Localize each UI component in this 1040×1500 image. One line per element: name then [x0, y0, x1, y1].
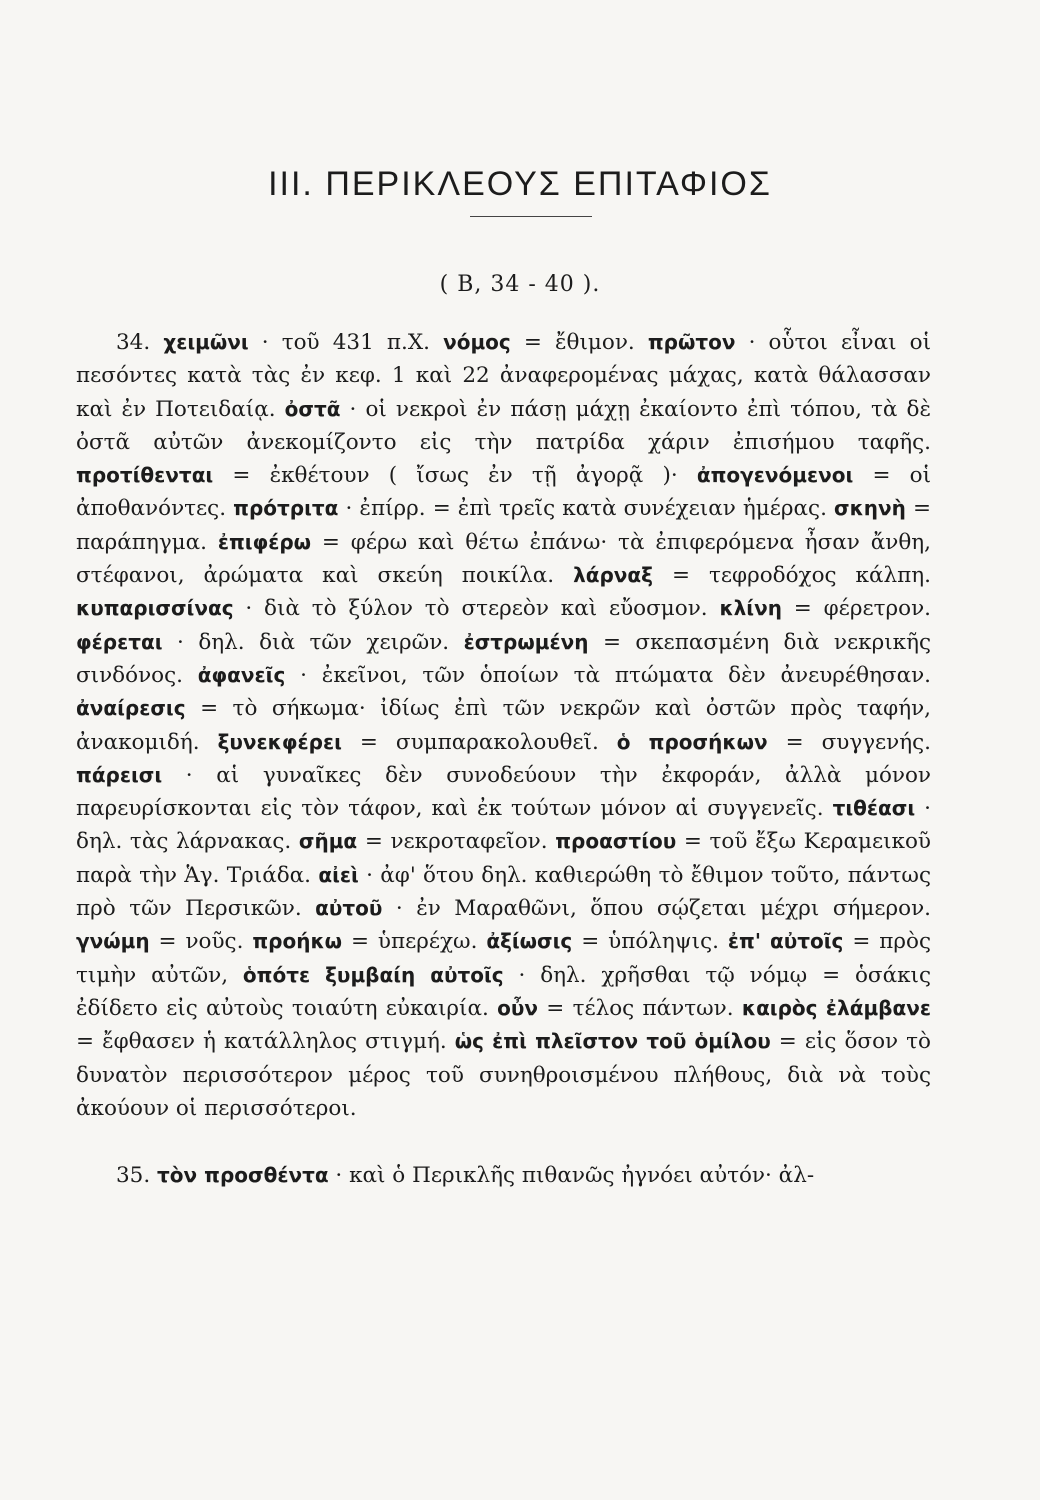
gloss-text: = τεφροδόχος κάλπη.	[652, 563, 931, 589]
gloss-text: = συμπαρακολουθεῖ.	[341, 729, 617, 755]
lemma-term: ὀστᾶ	[284, 396, 341, 421]
lemma-term: αὐτοῦ	[315, 896, 383, 921]
lemma-term: κυπαρισσίνας	[76, 596, 234, 621]
gloss-text: · ἐκεῖνοι, τῶν ὁποίων τὰ πτώματα δὲν ἀνευρέθησαν.	[285, 662, 931, 688]
lemma-term: ἀπογενόμενοι	[696, 463, 854, 488]
lemma-term: ὁπότε ξυμβαίη αὐτοῖς	[242, 962, 504, 987]
gloss-text: · ἐν Μαραθῶνι, ὅπου σῴζεται μέχρι σήμερον.	[382, 896, 931, 922]
commentary-paragraph	[76, 326, 931, 1125]
gloss-text: = ὑπερέχω.	[342, 929, 487, 955]
gloss-text: = εἰς ὅσον τὸ δυνατὸν περισσότερον μέρος τοῦ συνηθροισμένου πλήθους, διὰ νὰ τοὺς ἀκούουν οἱ περισσότεροι.	[76, 1029, 931, 1121]
lemma-term: σῆμα	[298, 829, 358, 854]
lemma-term: τὸν προσθέντα	[157, 1163, 329, 1188]
lemma-term: γνώμη	[76, 929, 150, 954]
lemma-term: φέρεται	[76, 629, 163, 654]
lemma-term: ἀφανεῖς	[197, 662, 286, 687]
gloss-text: · τοῦ 431 π.Χ.	[248, 330, 444, 355]
gloss-text: · καὶ ὁ Περικλῆς πιθανῶς ἠγνόει αὐτόν· ἀλ-	[328, 1163, 815, 1189]
lemma-term: ἐστρωμένη	[463, 629, 589, 654]
lemma-term: ἐπιφέρω	[217, 529, 312, 554]
gloss-text: = ἔθιμον.	[510, 330, 648, 355]
lemma-term: σκηνὴ	[834, 496, 906, 521]
lemma-term: νόμος	[443, 330, 511, 354]
gloss-text: = ἐκθέτουν ( ἴσως ἐν τῇ ἀγορᾷ )·	[213, 463, 697, 489]
gloss-text: = νεκροταφεῖον.	[357, 829, 556, 855]
gloss-text: · διὰ τὸ ξύλον τὸ στερεὸν καὶ εὔοσμον.	[233, 596, 720, 622]
commentary-body	[76, 326, 931, 1192]
lemma-term: λάρναξ	[573, 563, 653, 588]
lemma-term: ὁ προσήκων	[616, 729, 768, 754]
gloss-text: = συγγενής.	[767, 729, 932, 755]
gloss-text: · δηλ. τὰς λάρνακας.	[76, 796, 931, 855]
gloss-text: = παράπηγμα.	[76, 496, 931, 555]
lemma-term: κλίνη	[719, 596, 782, 621]
lemma-term: πρῶτον	[647, 330, 736, 354]
gloss-text: · δηλ. χρῆσθαι τῷ νόμῳ = ὁσάκις ἐδίδετο εἰς αὐτοὺς τοιαύτη εὐκαιρία.	[76, 962, 931, 1021]
chapter-title: III. ΠΕΡΙΚΛΕΟΥΣ ΕΠΙΤΑΦΙΟΣ	[268, 164, 772, 203]
gloss-text: = οἱ ἀποθανόντες.	[76, 463, 932, 522]
gloss-text: = ἔφθασεν ἡ κατάλληλος στιγμή.	[76, 1029, 455, 1055]
lemma-term: προαστίου	[555, 829, 677, 854]
gloss-text: · δηλ. διὰ τῶν χειρῶν.	[162, 629, 464, 655]
lemma-term: ξυνεκφέρει	[217, 729, 342, 754]
commentary-paragraph	[76, 1159, 931, 1192]
section-subtitle: ( Β, 34 - 40 ).	[439, 272, 601, 297]
lemma-term: ἀναίρεσις	[76, 696, 186, 721]
gloss-text: = νοῦς.	[149, 929, 253, 955]
gloss-text: · οὗτοι εἶναι οἱ πεσόντες κατὰ τὰς ἐν κεφ. 1 καὶ 22 ἀναφερομένας μάχας, κατὰ θάλασσαν καὶ ἐν Ποτειδαίᾳ.	[76, 330, 932, 422]
lemma-term: χειμῶνι	[163, 330, 249, 354]
title-divider	[470, 216, 592, 217]
gloss-text: 35.	[116, 1163, 158, 1189]
gloss-text: = τέλος πάντων.	[537, 995, 742, 1021]
gloss-text: = σκεπασμένη διὰ νεκρικῆς σινδόνος.	[76, 629, 931, 688]
lemma-term: αἰεὶ	[318, 862, 359, 887]
lemma-term: τιθέασι	[832, 796, 916, 821]
gloss-text: = πρὸς τιμὴν αὐτῶν,	[76, 929, 932, 988]
lemma-term: πρότριτα	[233, 496, 339, 521]
gloss-text: = φέρετρον.	[781, 596, 931, 622]
gloss-text: = τοῦ ἔξω Κεραμεικοῦ παρὰ τὴν Ἁγ. Τριάδα.	[76, 829, 931, 888]
gloss-text: = φέρω καὶ θέτω ἐπάνω· τὰ ἐπιφερόμενα ἦσαν ἄνθη, στέφανοι, ἀρώματα καὶ σκεύη ποικίλα.	[76, 529, 931, 589]
lemma-term: οὖν	[497, 995, 538, 1020]
gloss-text: · αἱ γυναῖκες δὲν συνοδεύουν τὴν ἐκφοράν, ἀλλὰ μόνον παρευρίσκονται εἰς τὸν τάφον, καὶ ἐκ τούτων μόνον αἱ συγγενεῖς.	[76, 762, 931, 822]
lemma-term: πάρεισι	[76, 762, 163, 787]
gloss-text: 34.	[116, 330, 164, 355]
gloss-text: = τὸ σήκωμα· ἰδίως ἐπὶ τῶν νεκρῶν καὶ ὀστῶν πρὸς ταφήν, ἀνακομιδή.	[76, 696, 931, 755]
gloss-text: · οἱ νεκροὶ ἐν πάσῃ μάχῃ ἐκαίοντο ἐπὶ τόπου, τὰ δὲ ὀστᾶ αὐτῶν ἀνεκομίζοντο εἰς τὴν πατρίδα χάριν ἐπισήμου ταφῆς.	[76, 396, 931, 455]
lemma-term: καιρὸς ἐλάμβανε	[741, 995, 931, 1020]
lemma-term: ἐπ' αὐτοῖς	[727, 929, 844, 954]
lemma-term: προήκω	[252, 929, 343, 954]
lemma-term: προτίθενται	[76, 463, 214, 488]
lemma-term: ἀξίωσις	[486, 929, 573, 954]
gloss-text: · ἀφ' ὅτου δηλ. καθιερώθη τὸ ἔθιμον τοῦτο, πάντως πρὸ τῶν Περσικῶν.	[76, 862, 931, 922]
lemma-term: ὡς ἐπὶ πλεῖστον τοῦ ὁμίλου	[454, 1029, 771, 1054]
gloss-text: · ἐπίρρ. = ἐπὶ τρεῖς κατὰ συνέχειαν ἡμέρας.	[338, 496, 834, 522]
gloss-text: = ὑπόληψις.	[572, 929, 728, 955]
